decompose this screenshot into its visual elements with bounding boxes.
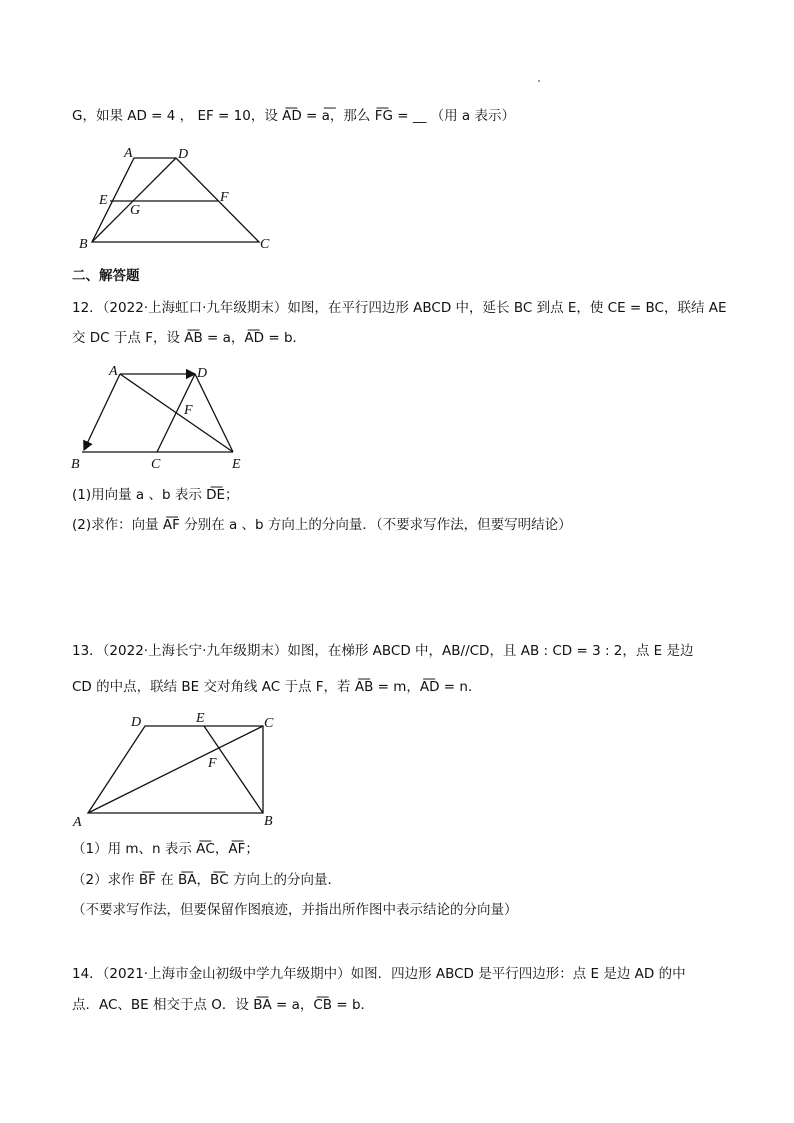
label-f: F [184,403,193,418]
label-e: E [196,711,205,726]
q12-sub2: (2)求作：向量 A͞F 分别在 a 、b 方向上的分向量．（不要求写作法，但要写明结论） [72,517,572,533]
q12-line1: 12．（2022·上海虹口·九年级期末）如图，在平行四边形 ABCD 中，延长 BC 到点 E，使 CE = BC，联结 AE [72,300,727,316]
label-e: E [232,457,241,472]
label-d: D [178,147,189,162]
section-heading: 二、解答题 [72,268,140,284]
label-e: E [99,193,108,208]
q13-line2: CD 的中点，联结 BE 交对角线 AC 于点 F，若 A͞B = m，A͞D = n． [72,679,482,695]
diagonal-ac [88,726,263,813]
q14-line2: 点．AC、BE 相交于点 O．设 B͞A = a，C͞B = b． [72,997,375,1013]
q14-line1: 14．（2021·上海市金山初级中学九年级期中）如图．四边形 ABCD 是平行四边形：点 E 是边 AD 的中 [72,966,686,982]
q12-sub1: (1)用向量 a 、b 表示 D͞E； [72,487,239,503]
label-a: A [124,146,133,161]
q12-line2: 交 DC 于点 F，设 A͞B = a，A͞D = b． [72,330,307,346]
q11-text: G，如果 AD = 4 ， EF = 10，设 A͞D = a͞，那么 F͞G = __ （用 a 表示） [72,108,515,124]
label-f: F [208,756,217,771]
q13-sub1: （1）用 m、n 表示 A͞C，A͞F； [72,841,259,857]
label-g: G [130,203,141,218]
label-c: C [260,237,270,252]
label-c: C [151,457,161,472]
q13-line1: 13．（2022·上海长宁·九年级期末）如图，在梯形 ABCD 中，AB//CD，且 AB : CD = 3 : 2，点 E 是边 [72,643,694,659]
label-f: F [220,190,229,205]
q13-note: （不要求写作法，但要保留作图痕迹，并指出所作图中表示结论的分向量） [72,902,518,918]
label-c: C [264,716,274,731]
label-d: D [197,366,208,381]
label-b: B [79,237,88,252]
label-d: D [131,715,142,730]
label-b: B [71,457,80,472]
label-a: A [73,815,82,830]
label-b: B [264,814,273,829]
label-a: A [109,364,118,379]
q13-sub2: （2）求作 B͞F 在 B͞A，B͞C 方向上的分向量． [72,872,341,888]
